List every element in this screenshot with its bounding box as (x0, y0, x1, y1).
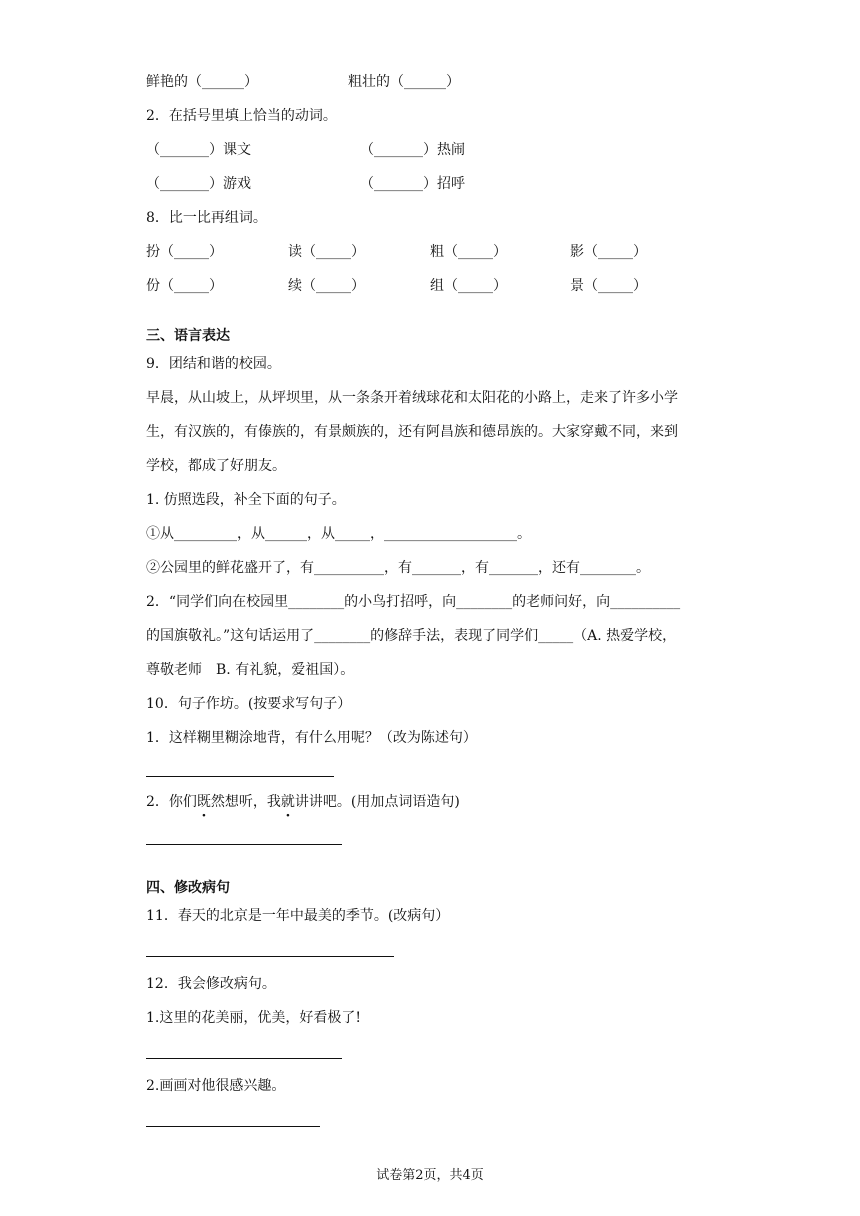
q12-title: 12．我会修改病句。 (146, 976, 276, 992)
q12-item-1: 1.这里的花美丽，优美，好看极了! (146, 1010, 361, 1026)
q9-title: 9．团结和谐的校园。 (146, 356, 281, 372)
section3-heading: 三、语言表达 (146, 328, 230, 344)
q10-title: 10．句子作坊。(按要求写句子） (146, 696, 352, 712)
q9-sub1: 1. 仿照选段，补全下面的句子。 (146, 492, 346, 508)
q2-r2-c1: （_______）游戏 (146, 176, 251, 192)
answer-line[interactable] (146, 1126, 320, 1127)
q8-r1-c1: 扮（_____） (146, 244, 223, 260)
q9-sub2-line-1: 2．“同学们向在校园里________的小鸟打招呼，向________的老师问好，向__________ (146, 594, 681, 610)
q9-sentence-2: ②公园里的鲜花盛开了，有__________，有_______，有_______，还有________。 (146, 560, 650, 576)
q8-r1-c2: 读（_____） (288, 244, 365, 260)
q-top-left: 鲜艳的（______） (146, 74, 258, 90)
passage-line-3: 学校，都成了好朋友。 (146, 458, 286, 474)
q9-sentence-1: ①从_________，从______，从_____，___________________。 (146, 526, 531, 542)
q9-sub2-line-2: 的国旗敬礼。”这句话运用了________的修辞手法，表现了同学们_____（A. 热爱学校， (146, 628, 677, 644)
q2-title: 2．在括号里填上恰当的动词。 (146, 108, 337, 124)
section4-heading: 四、修改病句 (146, 880, 230, 896)
q8-r1-c3: 粗（_____） (430, 244, 507, 260)
q8-r2-c4: 景（_____） (570, 278, 647, 294)
q11-title: 11．春天的北京是一年中最美的季节。(改病句） (146, 908, 450, 924)
q2-r1-c1: （_______）课文 (146, 142, 251, 158)
page-footer: 试卷第2页，共4页 (376, 1168, 484, 1183)
q10-item-2: 2．你们既然想听，我就讲讲吧。(用加点词语造句) (146, 794, 460, 810)
q8-r2-c2: 续（_____） (288, 278, 365, 294)
dotted-char: 就 (280, 794, 295, 810)
q8-title: 8．比一比再组词。 (146, 210, 267, 226)
q8-r2-c1: 份（_____） (146, 278, 223, 294)
dotted-char: 既 (196, 794, 211, 810)
q9-sub2-line-3: 尊敬老师 B. 有礼貌，爱祖国）。 (146, 662, 355, 678)
passage-line-1: 早晨，从山坡上，从坪坝里，从一条条开着绒球花和太阳花的小路上，走来了许多小学 (146, 390, 678, 406)
q8-r1-c4: 影（_____） (570, 244, 647, 260)
q8-r2-c3: 组（_____） (430, 278, 507, 294)
answer-line[interactable] (146, 1058, 342, 1059)
q12-item-2: 2.画画对他很感兴趣。 (146, 1078, 286, 1094)
answer-line[interactable] (146, 844, 342, 845)
passage-line-2: 生，有汉族的，有傣族的，有景颇族的，还有阿昌族和德昂族的。大家穿戴不同，来到 (146, 424, 678, 440)
answer-line[interactable] (146, 776, 334, 777)
q10-item-1: 1．这样糊里糊涂地背，有什么用呢？（改为陈述句） (146, 730, 477, 746)
q2-r1-c2: （_______）热闹 (360, 142, 465, 158)
q-top-right: 粗壮的（______） (348, 74, 460, 90)
answer-line[interactable] (146, 956, 394, 957)
q2-r2-c2: （_______）招呼 (360, 176, 465, 192)
